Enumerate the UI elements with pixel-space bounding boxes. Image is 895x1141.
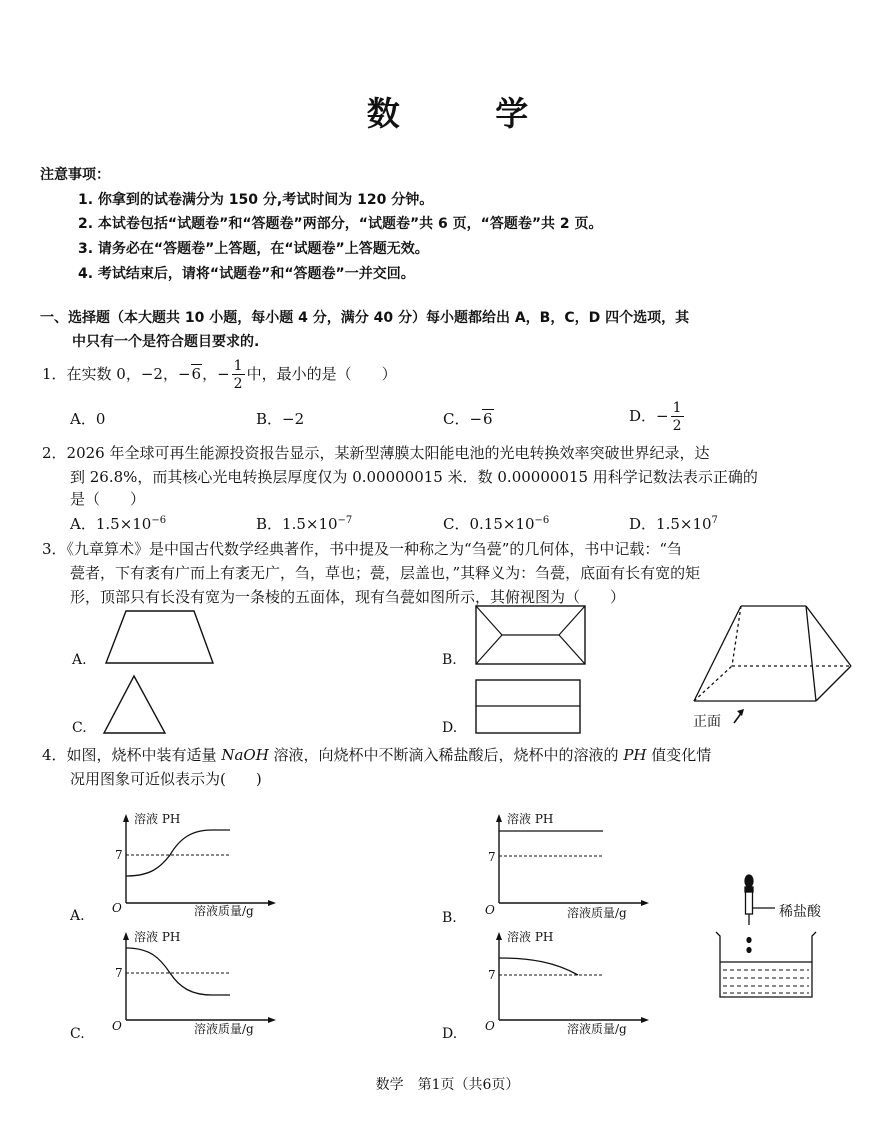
notice-item: 2. 本试卷包括“试题卷”和“答题卷”两部分，“试题卷”共 6 页，“答题卷”共 2 页。 (78, 216, 603, 232)
q4-option-a-label: A. (70, 908, 85, 924)
question-3-line2: 甍者，下有袤有广而上有袤无广，刍，草也；甍，层盖也，”其释义为：刍甍，底面有长有宽的矩 (70, 564, 701, 582)
graph-a-tick7: 7 (115, 848, 123, 862)
q1-option-d-prefix: D．− (629, 407, 669, 425)
notice-heading: 注意事项： (40, 167, 110, 183)
graph-a-origin: O (112, 901, 122, 915)
q2-option-d-exp: 7 (711, 515, 718, 526)
q3-option-c-label: C. (72, 720, 87, 736)
notice-item: 3. 请务必在“答题卷”上答题，在“试题卷”上答题无效。 (78, 241, 429, 257)
acid-label: 稀盐酸 (779, 904, 821, 920)
q1-frac-den: 2 (233, 376, 243, 392)
q2-option-b-exp: −7 (337, 515, 353, 526)
graph-d-ylabel: 溶液 PH (507, 930, 554, 944)
q2-option-d-base: D．1.5×10 (629, 515, 712, 533)
q1-sqrt: 6 (191, 365, 202, 383)
graph-d-xlabel: 溶液质量/g (567, 1022, 627, 1036)
q1-frac-num: 1 (233, 358, 243, 374)
q1-option-c-prefix: C．− (443, 410, 483, 428)
graph-b-xlabel: 溶液质量/g (567, 906, 627, 920)
q3-option-b-label: B. (442, 652, 457, 668)
q2-option-b-base: B．1.5×10 (256, 515, 338, 533)
q4-option-b-label: B. (442, 910, 457, 926)
q4-naoh: NaOH (221, 746, 269, 764)
q2-option-a-exp: −6 (151, 515, 167, 526)
q1-option-a: A．0 (70, 410, 106, 428)
q2-option-c-base: C．0.15×10 (443, 515, 535, 533)
q4-text-b: 溶液，向烧杯中不断滴入稀盐酸后，烧杯中的溶液的 (268, 746, 624, 764)
q4-ph: PH (623, 746, 647, 764)
graph-a-xlabel: 溶液质量/g (194, 904, 254, 918)
q1-suffix: 中，最小的是（ ） (246, 365, 397, 383)
q1-prefix: 1．在实数 0，−2，− (42, 365, 191, 383)
graph-b-tick7: 7 (488, 850, 496, 864)
front-label: 正面 (693, 714, 721, 730)
q2-option-a-base: A．1.5×10 (70, 515, 152, 533)
q4-option-c-label: C. (70, 1026, 85, 1042)
question-2-line2: 到 26.8%，而其核心光电转换层厚度仅为 0.00000015 米．数 0.00000015 用科学记数法表示正确的 (70, 468, 758, 486)
question-3-line3: 形，顶部只有长没有宽为一条棱的五面体，现有刍甍如图所示，其俯视图为（ ） (70, 588, 626, 606)
question-3-line1: 3．《九章算术》是中国古代数学经典著作，书中提及一种称之为“刍甍”的几何体，书中记载：“刍 (42, 540, 683, 558)
page-title: 数 学 (366, 94, 571, 133)
question-2-line3: 是（ ） (70, 490, 146, 508)
question-4-line2: 况用图象可近似表示为( ) (70, 770, 262, 788)
graph-d-origin: O (485, 1019, 495, 1033)
question-2-line1: 2．2026 年全球可再生能源投资报告显示，某新型薄膜太阳能电池的光电转换效率突破世界纪录，达 (42, 444, 710, 462)
q4-text-c: 值变化情 (646, 746, 712, 764)
section-heading-cont: 中只有一个是符合题目要求的. (72, 334, 260, 350)
section-heading: 一、选择题（本大题共 10 小题，每小题 4 分，满分 40 分）每小题都给出 A，B，C，D 四个选项，其 (40, 310, 690, 326)
page-footer: 数学 第1页（共6页） (375, 1077, 520, 1093)
graph-d-tick7: 7 (488, 968, 496, 982)
q3-option-d-label: D. (442, 720, 458, 736)
graph-b-origin: O (485, 903, 495, 917)
notice-item: 4. 考试结束后，请将“试题卷”和“答题卷”一并交回。 (78, 266, 415, 282)
graph-c-tick7: 7 (115, 966, 123, 980)
graph-a-ylabel: 溶液 PH (134, 812, 181, 826)
q4-text-a: 4．如图，烧杯中装有适量 (42, 746, 222, 764)
q1-option-d-den: 2 (672, 418, 682, 434)
q1-option-b: B．−2 (256, 410, 305, 428)
q4-option-d-label: D. (442, 1026, 458, 1042)
q1-option-d-num: 1 (672, 400, 682, 416)
graph-c-xlabel: 溶液质量/g (194, 1022, 254, 1036)
graph-b-ylabel: 溶液 PH (507, 812, 554, 826)
q3-option-a-label: A. (72, 652, 87, 668)
graph-c-origin: O (112, 1019, 122, 1033)
q1-option-c-sqrt: 6 (483, 410, 493, 428)
graph-c-ylabel: 溶液 PH (134, 930, 181, 944)
q1-mid: ，− (202, 365, 230, 383)
notice-item: 1. 你拿到的试卷满分为 150 分,考试时间为 120 分钟。 (78, 192, 434, 208)
q2-option-c-exp: −6 (534, 515, 550, 526)
